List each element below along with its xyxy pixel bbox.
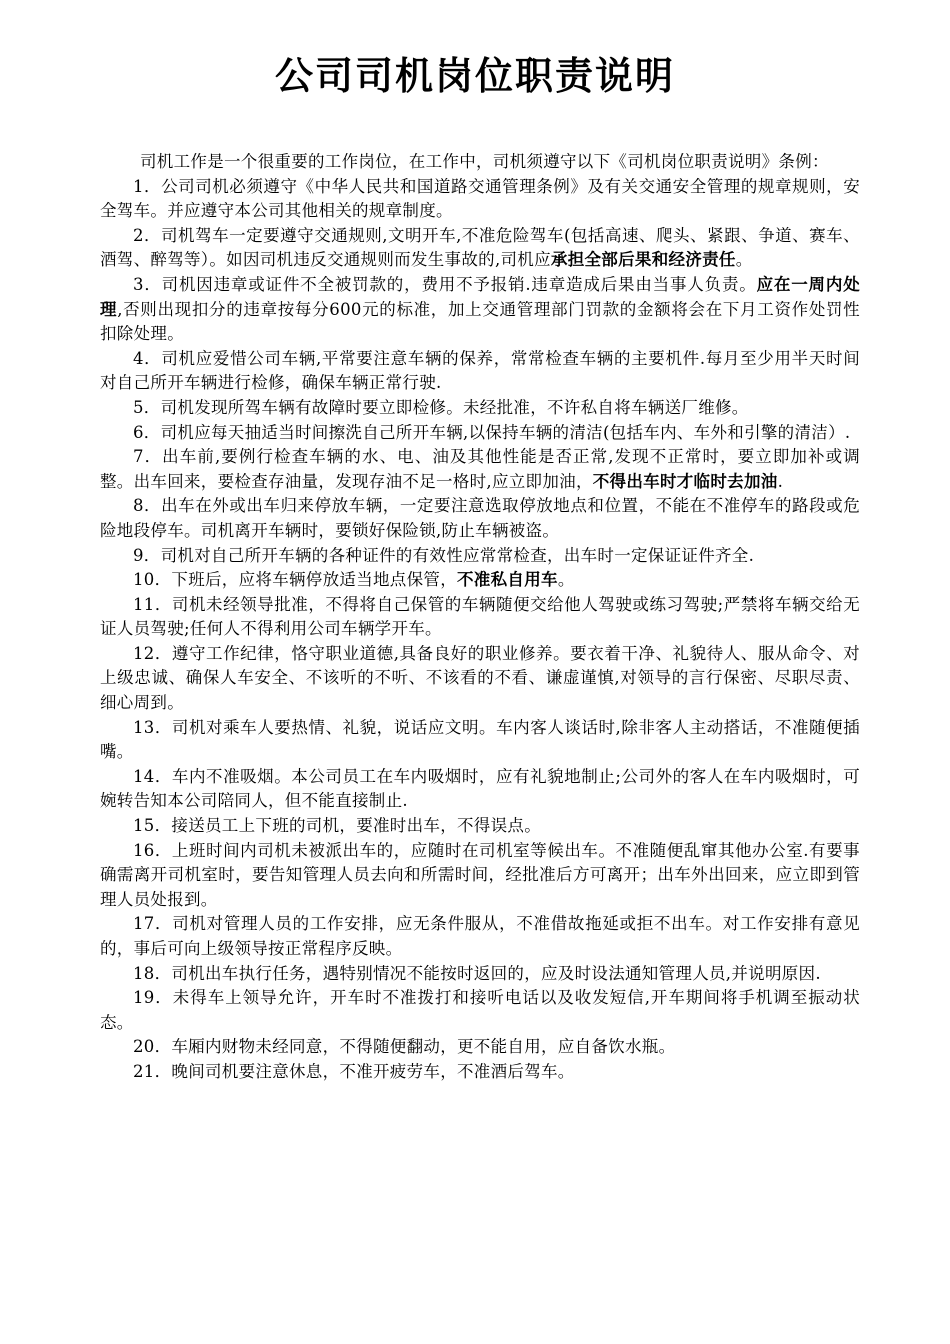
rule-item-12	[100, 642, 860, 716]
rule-text: 14．车内不准吸烟。本公司员工在车内吸烟时，应有礼貌地制止;公司外的客人在车内吸烟时，可婉转告知本公司陪同人，但不能直接制止.	[100, 766, 860, 811]
rule-item-17	[100, 912, 860, 961]
rule-item-14	[100, 765, 860, 814]
rule-text: 8．出车在外或出车归来停放车辆，一定要注意选取停放地点和位置，不能在不准停车的路段或危险地段停车。司机离开车辆时，要锁好保险锁,防止车辆被盗。	[100, 496, 860, 540]
rule-text-after: 。	[557, 570, 575, 590]
rule-text: 4．司机应爱惜公司车辆,平常要注意车辆的保养，常常检查车辆的主要机件.每月至少用半天时间对自己所开车辆进行检修，确保车辆正常行驶.	[100, 348, 860, 393]
rule-item-7	[100, 445, 860, 494]
rule-text: 17．司机对管理人员的工作安排，应无条件服从，不准借故拖延或拒不出车。对工作安排有意见的，事后可向上级领导按正常程序反映。	[100, 914, 860, 958]
rule-text: 12．遵守工作纪律，恪守职业道德,具备良好的职业修养。要衣着干净、礼貌待人、服从命令、对上级忠诚、确保人车安全、不该听的不听、不该看的不看、谦虚谨慎,对领导的言行保密、尽职尽责、细心周到。	[100, 643, 860, 713]
rule-text: 13．司机对乘车人要热情、礼貌，说话应文明。车内客人谈话时,除非客人主动搭话，不准随便插嘴。	[100, 717, 860, 762]
rule-item-11	[100, 593, 860, 642]
document-title: 公司司机岗位职责说明	[274, 54, 675, 98]
rule-emphasis: 应在一周内处理	[100, 274, 860, 319]
rule-item-16	[100, 839, 860, 913]
rule-text: 9．司机对自己所开车辆的各种证件的有效性应常常检查，出车时一定保证证件齐全.	[133, 545, 755, 565]
rule-text: 1．公司司机必须遵守《中华人民共和国道路交通管理条例》及有关交通安全管理的规章规则，安全驾车。并应遵守本公司其他相关的规章制度。	[100, 176, 860, 221]
rule-item-13	[100, 716, 860, 765]
rule-text: 15．接送员工上下班的司机，要准时出车，不得误点。	[133, 816, 541, 836]
rule-item-10	[100, 568, 860, 593]
rule-item-21	[100, 1060, 860, 1085]
rule-text: 2．司机驾车一定要遵守交通规则,文明开车,不准危险驾车(包括高速、爬头、紧跟、争道、赛车、酒驾、醉驾等）。如因司机违反交通规则而发生事故的,司机应	[100, 225, 860, 270]
rule-item-20	[100, 1035, 860, 1060]
rule-text: 21．晚间司机要注意休息，不准开疲劳车，不准酒后驾车。	[133, 1061, 575, 1081]
rule-item-9	[100, 544, 860, 569]
rule-item-19	[100, 986, 860, 1035]
rule-item-18	[100, 962, 860, 987]
rule-text: 5．司机发现所驾车辆有故障时要立即检修。未经批准，不许私自将车辆送厂维修。	[133, 397, 749, 417]
rule-item-1	[100, 175, 860, 224]
rule-text: 20．车厢内财物未经同意，不得随便翻动，更不能自用，应自备饮水瓶。	[133, 1037, 676, 1057]
document-body	[100, 150, 860, 1085]
rule-item-4	[100, 347, 860, 396]
rule-emphasis: 不准私自用车	[457, 570, 558, 590]
intro-paragraph: 司机工作是一个很重要的工作岗位，在工作中，司机须遵守以下《司机岗位职责说明》条例：	[140, 152, 829, 171]
rule-emphasis: 不得出车时才临时去加油	[592, 471, 778, 491]
rule-item-6	[100, 421, 860, 446]
rule-text: 11．司机未经领导批准，不得将自己保管的车辆随便交给他人驾驶或练习驾驶;严禁将车辆交给无证人员驾驶;任何人不得利用公司车辆学开车。	[100, 594, 860, 639]
rule-text: 3．司机因违章或证件不全被罚款的，费用不予报销.违章造成后果由当事人负责。	[133, 274, 757, 294]
rule-text-after: .	[777, 471, 784, 491]
rule-text: 6．司机应每天抽适当时间擦洗自己所开车辆,以保持车辆的清洁(包括车内、车外和引擎的清洁）.	[133, 422, 851, 442]
rule-emphasis: 承担全部后果和经济责任	[550, 250, 736, 270]
rule-text-after: 。	[735, 250, 753, 270]
rule-item-3	[100, 273, 860, 347]
rule-text-after: ,否则出现扣分的违章按每分600元的标准，加上交通管理部门罚款的金额将会在下月工资作处罚性扣除处理。	[100, 299, 860, 344]
rule-item-8	[100, 494, 860, 543]
rule-text: 19．未得车上领导允许，开车时不准拨打和接听电话以及收发短信,开车期间将手机调至振动状态。	[100, 988, 860, 1032]
rule-text: 10．下班后，应将车辆停放适当地点保管，	[133, 570, 457, 590]
rule-item-5	[100, 396, 860, 421]
rule-item-15	[100, 814, 860, 839]
rule-text: 7．出车前,要例行检查车辆的水、电、油及其他性能是否正常,发现不正常时，要立即加补或调整。出车回来，要检查存油量，发现存油不足一格时,应立即加油，	[100, 447, 860, 491]
rule-text: 18．司机出车执行任务，遇特别情况不能按时返回的，应及时设法通知管理人员,并说明原因.	[133, 963, 821, 983]
rule-item-2	[100, 224, 860, 273]
rule-text: 16．上班时间内司机未被派出车的，应随时在司机室等候出车。不准随便乱窜其他办公室.有要事确需离开司机室时，要告知管理人员去向和所需时间，经批准后方可离开；出车外出回来，应立即到管理人员处报到。	[100, 840, 860, 909]
